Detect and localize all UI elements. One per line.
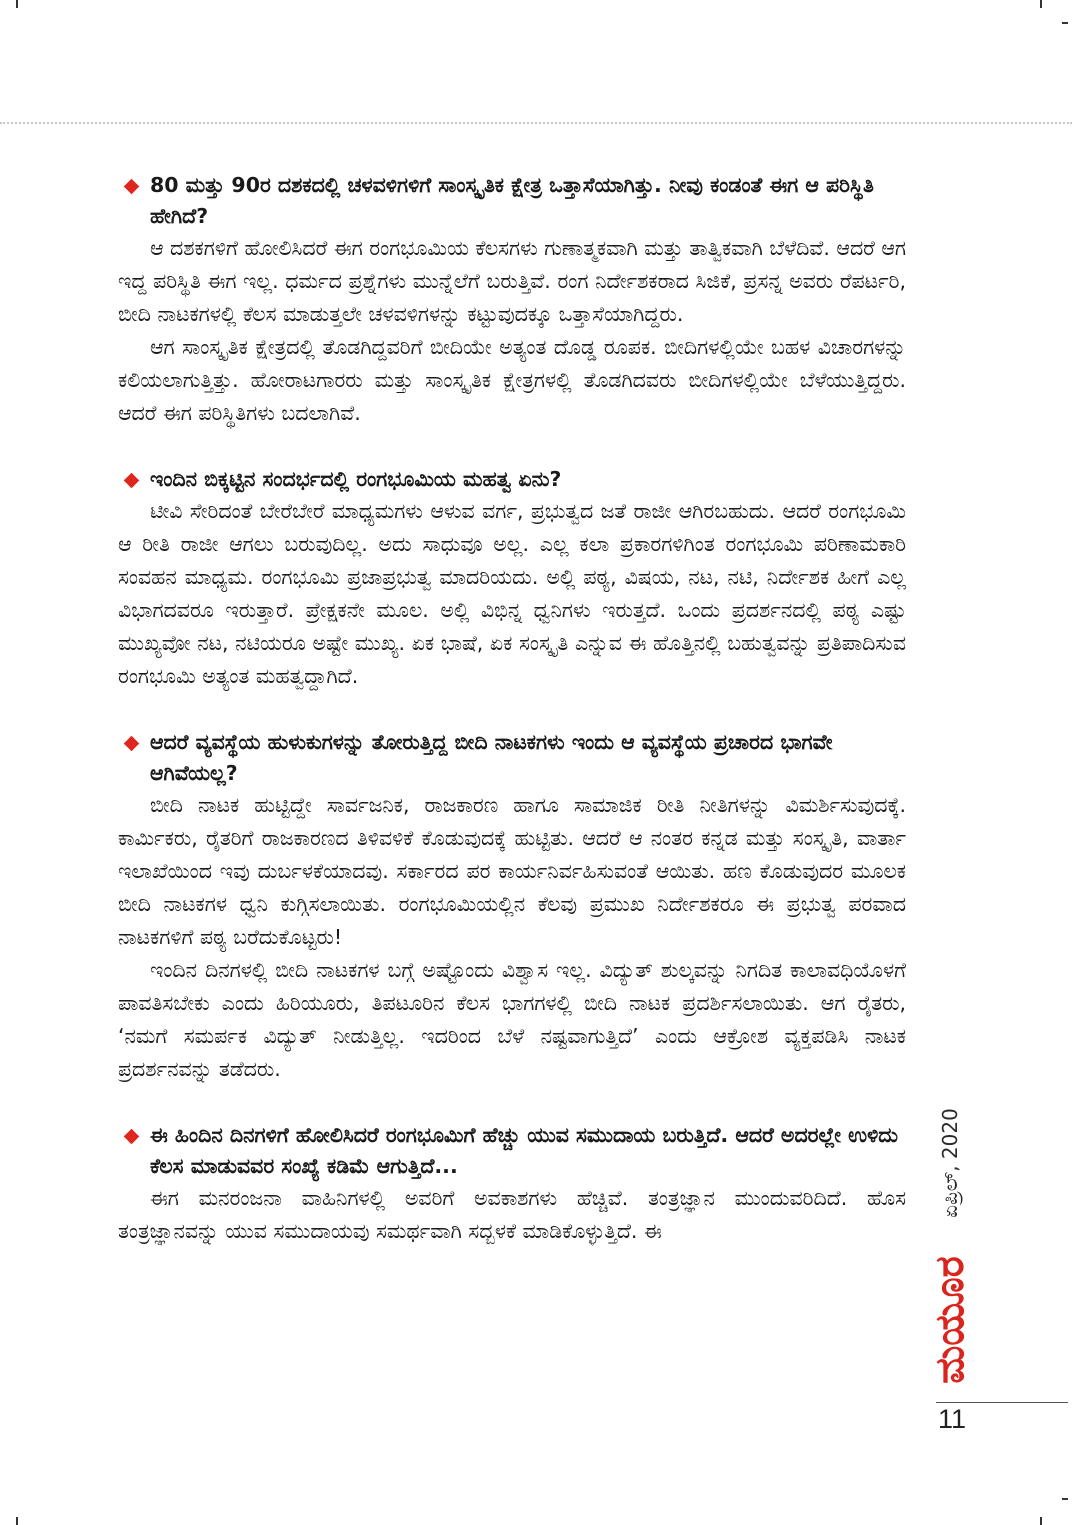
question	[118, 464, 906, 495]
answer-paragraph: ಟೀವಿ ಸೇರಿದಂತೆ ಬೇರೆಬೇರೆ ಮಾಧ್ಯಮಗಳು ಆಳುವ ವರ್ಗ, ಪ್ರಭುತ್ವದ ಜತೆ ರಾಜೀ ಆಗಿರಬಹುದು. ಆದರೆ ರಂಗಭೂಮಿ ಆ ರೀತಿ ರಾಜೀ ಆಗಲು ಬರುವುದಿಲ್ಲ. ಅದು ಸಾಧುವೂ ಅಲ್ಲ. ಎಲ್ಲ ಕಲಾ ಪ್ರಕಾರಗಳಿಗಿಂತ ರಂಗಭೂಮಿ ಪರಿಣಾಮಕಾರಿ ಸಂವಹನ ಮಾಧ್ಯಮ. ರಂಗಭೂಮಿ ಪ್ರಜಾಪ್ರಭುತ್ವ ಮಾದರಿಯದು. ಅಲ್ಲಿ ಪಠ್ಯ, ವಿಷಯ, ನಟ, ನಟಿ, ನಿರ್ದೇಶಕ ಹೀಗೆ ಎಲ್ಲ ವಿಭಾಗದವರೂ ಇರುತ್ತಾರೆ. ಪ್ರೇಕ್ಷಕನೇ ಮೂಲ. ಅಲ್ಲಿ ವಿಭಿನ್ನ ಧ್ವನಿಗಳು ಇರುತ್ತದೆ. ಒಂದು ಪ್ರದರ್ಶನದಲ್ಲಿ ಪಠ್ಯ ಎಷ್ಟು ಮುಖ್ಯವೋ ನಟ, ನಟಿಯರೂ ಅಷ್ಟೇ ಮುಖ್ಯ. ಏಕ ಭಾಷೆ, ಏಕ ಸಂಸ್ಕೃತಿ ಎನ್ನುವ ಈ ಹೊತ್ತಿನಲ್ಲಿ ಬಹುತ್ವವನ್ನು ಪ್ರತಿಪಾದಿಸುವ ರಂಗಭೂಮಿ ಅತ್ಯಂತ ಮಹತ್ವದ್ದಾಗಿದೆ.	[118, 499, 906, 688]
answer-paragraph: ಈಗ ಮನರಂಜನಾ ವಾಹಿನಿಗಳಲ್ಲಿ ಅವರಿಗೆ ಅವಕಾಶಗಳು ಹೆಚ್ಚಿವೆ. ತಂತ್ರಜ್ಞಾನ ಮುಂದುವರಿದಿದೆ. ಹೊಸ ತಂತ್ರಜ್ಞಾನವನ್ನು ಯುವ ಸಮುದಾಯವು ಸಮರ್ಥವಾಗಿ ಸದ್ಬಳಕೆ ಮಾಡಿಕೊಳ್ಳುತ್ತಿದೆ. ಈ	[118, 1186, 906, 1243]
diamond-bullet-icon	[124, 179, 140, 195]
qa-block	[118, 727, 906, 1086]
crop-mark-bottom-left	[16, 1517, 18, 1525]
qa-block	[118, 464, 906, 693]
interview-article	[118, 170, 906, 1282]
question-text: ಆದರೆ ವ್ಯವಸ್ಥೆಯ ಹುಳುಕುಗಳನ್ನು ತೋರುತ್ತಿದ್ದ ಬೀದಿ ನಾಟಕಗಳು ಇಂದು ಆ ವ್ಯವಸ್ಥೆಯ ಪ್ರಚಾರದ ಭಾಗವೇ ಆಗಿವೆಯಲ್ಲ?	[150, 730, 833, 785]
diamond-bullet-icon	[124, 736, 140, 752]
crop-mark-bottom-right	[1062, 1498, 1068, 1500]
issue-date	[930, 1105, 970, 1220]
diamond-bullet-icon	[124, 473, 140, 489]
question	[118, 727, 906, 789]
crop-mark-top-right-vertical	[1040, 0, 1042, 8]
issue-date-text: ಏಪ್ರಿಲ್, 2020	[938, 1107, 962, 1218]
question	[118, 1120, 906, 1182]
magazine-logo-text: ಮಯೂರ	[927, 1256, 973, 1384]
answer-paragraph: ಬೀದಿ ನಾಟಕ ಹುಟ್ಟಿದ್ದೇ ಸಾರ್ವಜನಿಕ, ರಾಜಕಾರಣ ಹಾಗೂ ಸಾಮಾಜಿಕ ರೀತಿ ನೀತಿಗಳನ್ನು ವಿಮರ್ಶಿಸುವುದಕ್ಕೆ. ಕಾರ್ಮಿಕರು, ರೈತರಿಗೆ ರಾಜಕಾರಣದ ತಿಳಿವಳಿಕೆ ಕೊಡುವುದಕ್ಕೆ ಹುಟ್ಟಿತು. ಆದರೆ ಆ ನಂತರ ಕನ್ನಡ ಮತ್ತು ಸಂಸ್ಕೃತಿ, ವಾರ್ತಾ ಇಲಾಖೆಯಿಂದ ಇವು ದುರ್ಬಳಕೆಯಾದವು. ಸರ್ಕಾರದ ಪರ ಕಾರ್ಯನಿರ್ವಹಿಸುವಂತೆ ಆಯಿತು. ಹಣ ಕೊಡುವುದರ ಮೂಲಕ ಬೀದಿ ನಾಟಕಗಳ ಧ್ವನಿ ಕುಗ್ಗಿಸಲಾಯಿತು. ರಂಗಭೂಮಿಯಲ್ಲಿನ ಕೆಲವು ಪ್ರಮುಖ ನಿರ್ದೇಶಕರೂ ಈ ಪ್ರಭುತ್ವ ಪರವಾದ ನಾಟಕಗಳಿಗೆ ಪಠ್ಯ ಬರೆದುಕೊಟ್ಟರು!	[118, 793, 906, 949]
answer-paragraph: ಆ ದಶಕಗಳಿಗೆ ಹೋಲಿಸಿದರೆ ಈಗ ರಂಗಭೂಮಿಯ ಕೆಲಸಗಳು ಗುಣಾತ್ಮಕವಾಗಿ ಮತ್ತು ತಾತ್ವಿಕವಾಗಿ ಬೆಳೆದಿವೆ. ಆದರೆ ಆಗ ಇದ್ದ ಪರಿಸ್ಥಿತಿ ಈಗ ಇಲ್ಲ. ಧರ್ಮದ ಪ್ರಶ್ನೆಗಳು ಮುನ್ನೆಲೆಗೆ ಬರುತ್ತಿವೆ. ರಂಗ ನಿರ್ದೇಶಕರಾದ ಸಿಜಿಕೆ, ಪ್ರಸನ್ನ ಅವರು ರೆಪರ್ಟರಿ, ಬೀದಿ ನಾಟಕಗಳಲ್ಲಿ ಕೆಲಸ ಮಾಡುತ್ತಲೇ ಚಳವಳಿಗಳನ್ನು ಕಟ್ಟುವುದಕ್ಕೂ ಒತ್ತಾಸೆಯಾಗಿದ್ದರು.	[118, 236, 906, 326]
page-number: 11	[938, 1404, 967, 1434]
answer-paragraph: ಇಂದಿನ ದಿನಗಳಲ್ಲಿ ಬೀದಿ ನಾಟಕಗಳ ಬಗ್ಗೆ ಅಷ್ಟೊಂದು ವಿಶ್ವಾಸ ಇಲ್ಲ. ವಿದ್ಯುತ್ ಶುಲ್ಕವನ್ನು ನಿಗದಿತ ಕಾಲಾವಧಿಯೊಳಗೆ ಪಾವತಿಸಬೇಕು ಎಂದು ಹಿರಿಯೂರು, ತಿಪಟೂರಿನ ಕೆಲಸ ಭಾಗಗಳಲ್ಲಿ ಬೀದಿ ನಾಟಕ ಪ್ರದರ್ಶಿಸಲಾಯಿತು. ಆಗ ರೈತರು, ‘ನಮಗೆ ಸಮರ್ಪಕ ವಿದ್ಯುತ್ ನೀಡುತ್ತಿಲ್ಲ. ಇದರಿಂದ ಬೆಳೆ ನಷ್ಟವಾಗುತ್ತಿದೆ’ ಎಂದು ಆಕ್ರೋಶ ವ್ಯಕ್ತಪಡಿಸಿ ನಾಟಕ ಪ್ರದರ್ಶನವನ್ನು ತಡೆದರು.	[118, 958, 906, 1081]
answer-paragraph: ಆಗ ಸಾಂಸ್ಕೃತಿಕ ಕ್ಷೇತ್ರದಲ್ಲಿ ತೊಡಗಿದ್ದವರಿಗೆ ಬೀದಿಯೇ ಅತ್ಯಂತ ದೊಡ್ಡ ರೂಪಕ. ಬೀದಿಗಳಲ್ಲಿಯೇ ಬಹಳ ವಿಚಾರಗಳನ್ನು ಕಲಿಯಲಾಗುತ್ತಿತ್ತು. ಹೋರಾಟಗಾರರು ಮತ್ತು ಸಾಂಸ್ಕೃತಿಕ ಕ್ಷೇತ್ರಗಳಲ್ಲಿ ತೊಡಗಿದವರು ಬೀದಿಗಳಲ್ಲಿಯೇ ಬೆಳೆಯುತ್ತಿದ್ದರು. ಆದರೆ ಈಗ ಪರಿಸ್ಥಿತಿಗಳು ಬದಲಾಗಿವೆ.	[118, 335, 906, 425]
header-dotted-rule	[0, 122, 1072, 124]
question	[118, 170, 906, 232]
crop-mark-top-right	[1062, 22, 1068, 24]
question-text: ಈ ಹಿಂದಿನ ದಿನಗಳಿಗೆ ಹೋಲಿಸಿದರೆ ರಂಗಭೂಮಿಗೆ ಹೆಚ್ಚು ಯುವ ಸಮುದಾಯ ಬರುತ್ತಿದೆ. ಆದರೆ ಅದರಲ್ಲೇ ಉಳಿದು ಕೆಲಸ ಮಾಡುವವರ ಸಂಖ್ಯೆ ಕಡಿಮೆ ಆಗುತ್ತಿದೆ...	[150, 1123, 899, 1178]
folio-rule	[936, 1402, 1068, 1403]
crop-mark-top-left	[16, 0, 18, 8]
question-text: 80 ಮತ್ತು 90ರ ದಶಕದಲ್ಲಿ ಚಳವಳಿಗಳಿಗೆ ಸಾಂಸ್ಕೃತಿಕ ಕ್ಷೇತ್ರ ಒತ್ತಾಸೆಯಾಗಿತ್ತು. ನೀವು ಕಂಡಂತೆ ಈಗ ಆ ಪರಿಸ್ಥಿತಿ ಹೇಗಿದೆ?	[150, 173, 874, 228]
qa-block	[118, 170, 906, 430]
magazine-logo	[928, 1250, 972, 1390]
diamond-bullet-icon	[124, 1129, 140, 1145]
qa-block	[118, 1120, 906, 1248]
question-text: ಇಂದಿನ ಬಿಕ್ಕಟ್ಟಿನ ಸಂದರ್ಭದಲ್ಲಿ ರಂಗಭೂಮಿಯ ಮಹತ್ವ ಏನು?	[150, 467, 562, 491]
crop-mark-bottom-right-vertical	[1040, 1517, 1042, 1525]
